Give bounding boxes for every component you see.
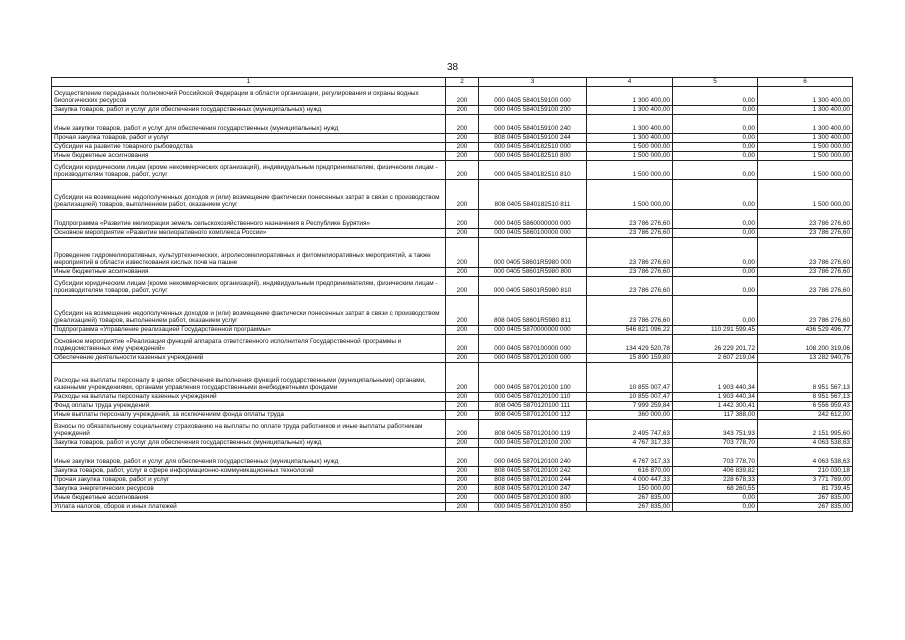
row-rest-cell: 267 835,00 bbox=[758, 494, 853, 503]
table-row bbox=[52, 180, 853, 210]
row-rest-cell: 242 612,00 bbox=[758, 411, 853, 420]
row-name-cell: Фонд оплаты труда учреждений bbox=[52, 402, 446, 411]
row-plan-cell: 267 835,00 bbox=[587, 503, 673, 512]
row-name-cell: Проведение гидромелиоративных, культуртехнических, агролесомелиоративных и фитомелиоративных мероприятий, а также мероприятий в области известкования кислых почв на пашне bbox=[52, 238, 446, 268]
row-exec-cell: 0,00 bbox=[673, 106, 758, 115]
table-row bbox=[52, 268, 853, 277]
column-header: 4 bbox=[587, 78, 673, 87]
table-row bbox=[52, 439, 853, 448]
row-code-cell: 000 0405 5840182510 810 bbox=[479, 161, 587, 180]
table-row bbox=[52, 494, 853, 503]
row-vr-cell: 200 bbox=[446, 402, 479, 411]
row-plan-cell: 23 786 276,60 bbox=[587, 238, 673, 268]
row-vr-cell: 200 bbox=[446, 106, 479, 115]
row-rest-cell: 2 151 995,60 bbox=[758, 420, 853, 439]
row-rest-cell: 4 063 538,63 bbox=[758, 439, 853, 448]
row-vr-cell: 200 bbox=[446, 411, 479, 420]
row-plan-cell: 1 300 400,00 bbox=[587, 106, 673, 115]
row-name-cell: Иные бюджетные ассигнования bbox=[52, 152, 446, 161]
row-code-cell: 000 0405 5870120100 850 bbox=[479, 503, 587, 512]
row-vr-cell: 200 bbox=[446, 277, 479, 296]
row-plan-cell: 1 300 400,00 bbox=[587, 115, 673, 134]
column-header: 2 bbox=[446, 78, 479, 87]
row-name-cell: Субсидии юридическим лицам (кроме некоммерческих организаций), индивидуальным предпринимателям, физическим лицам - производителям товаров, работ, услуг bbox=[52, 161, 446, 180]
row-plan-cell: 23 786 276,60 bbox=[587, 229, 673, 238]
row-code-cell: 000 0405 5870120100 000 bbox=[479, 354, 587, 363]
table-row bbox=[52, 363, 853, 393]
row-name-cell: Расходы на выплаты персоналу казенных учреждений bbox=[52, 393, 446, 402]
row-exec-cell: 343 751,93 bbox=[673, 420, 758, 439]
row-name-cell: Обеспечение деятельности казенных учреждений bbox=[52, 354, 446, 363]
row-plan-cell: 15 890 159,80 bbox=[587, 354, 673, 363]
row-exec-cell: 1 903 440,34 bbox=[673, 393, 758, 402]
page-number: 38 bbox=[446, 62, 459, 73]
table-row bbox=[52, 210, 853, 229]
row-exec-cell: 228 678,33 bbox=[673, 476, 758, 485]
row-name-cell: Субсидии на возмещение недополученных доходов и (или) возмещение фактически понесенных затрат в связи с производством (реализацией) товаров, выполнением работ, оказанием услуг bbox=[52, 296, 446, 326]
row-exec-cell: 1 903 440,34 bbox=[673, 363, 758, 393]
row-rest-cell: 1 500 000,00 bbox=[758, 180, 853, 210]
table-row bbox=[52, 467, 853, 476]
row-plan-cell: 1 300 400,00 bbox=[587, 87, 673, 106]
row-exec-cell: 26 229 201,72 bbox=[673, 335, 758, 354]
row-plan-cell: 150 000,00 bbox=[587, 485, 673, 494]
table-row bbox=[52, 326, 853, 335]
row-plan-cell: 1 300 400,00 bbox=[587, 134, 673, 143]
row-code-cell: 000 0405 5840159100 000 bbox=[479, 87, 587, 106]
row-exec-cell: 0,00 bbox=[673, 180, 758, 210]
row-code-cell: 000 0405 58601R5980 000 bbox=[479, 238, 587, 268]
row-rest-cell: 23 786 276,60 bbox=[758, 210, 853, 229]
column-header: 6 bbox=[758, 78, 853, 87]
row-name-cell: Подпрограмма «Управление реализацией Государственной программы» bbox=[52, 326, 446, 335]
row-rest-cell: 23 786 276,60 bbox=[758, 268, 853, 277]
row-vr-cell: 200 bbox=[446, 210, 479, 229]
row-plan-cell: 4 767 317,33 bbox=[587, 448, 673, 467]
row-vr-cell: 200 bbox=[446, 296, 479, 326]
row-name-cell: Закупка товаров, работ и услуг для обеспечения государственных (муниципальных) нужд bbox=[52, 106, 446, 115]
row-name-cell: Иные бюджетные ассигнования bbox=[52, 494, 446, 503]
row-vr-cell: 200 bbox=[446, 326, 479, 335]
table-row bbox=[52, 354, 853, 363]
row-rest-cell: 1 300 400,00 bbox=[758, 115, 853, 134]
row-plan-cell: 1 500 000,00 bbox=[587, 143, 673, 152]
row-code-cell: 000 0405 5840159100 200 bbox=[479, 106, 587, 115]
row-vr-cell: 200 bbox=[446, 354, 479, 363]
budget-table bbox=[51, 77, 853, 512]
row-rest-cell: 23 786 276,60 bbox=[758, 238, 853, 268]
row-name-cell: Субсидии на развитие товарного рыбоводства bbox=[52, 143, 446, 152]
row-name-cell: Основное мероприятие «Реализация функций аппарата ответственного исполнителя Государственной программы и подведомственных ему учреждений» bbox=[52, 335, 446, 354]
row-code-cell: 000 0405 58601R5980 800 bbox=[479, 268, 587, 277]
row-rest-cell: 1 300 400,00 bbox=[758, 87, 853, 106]
table-row bbox=[52, 238, 853, 268]
row-plan-cell: 23 786 276,60 bbox=[587, 210, 673, 229]
row-plan-cell: 23 786 276,60 bbox=[587, 268, 673, 277]
row-vr-cell: 200 bbox=[446, 143, 479, 152]
row-vr-cell: 200 bbox=[446, 134, 479, 143]
row-name-cell: Иные закупки товаров, работ и услуг для обеспечения государственных (муниципальных) нужд bbox=[52, 448, 446, 467]
row-plan-cell: 10 855 007,47 bbox=[587, 393, 673, 402]
row-vr-cell: 200 bbox=[446, 420, 479, 439]
row-plan-cell: 10 855 007,47 bbox=[587, 363, 673, 393]
table-row bbox=[52, 161, 853, 180]
table-row bbox=[52, 115, 853, 134]
row-exec-cell: 703 778,70 bbox=[673, 448, 758, 467]
row-exec-cell: 0,00 bbox=[673, 503, 758, 512]
row-vr-cell: 200 bbox=[446, 180, 479, 210]
row-plan-cell: 4 767 317,33 bbox=[587, 439, 673, 448]
row-code-cell: 808 0405 5840159100 244 bbox=[479, 134, 587, 143]
row-plan-cell: 134 429 520,78 bbox=[587, 335, 673, 354]
row-exec-cell: 0,00 bbox=[673, 152, 758, 161]
row-vr-cell: 200 bbox=[446, 115, 479, 134]
row-exec-cell: 0,00 bbox=[673, 87, 758, 106]
row-vr-cell: 200 bbox=[446, 393, 479, 402]
row-rest-cell: 108 200 319,06 bbox=[758, 335, 853, 354]
row-rest-cell: 1 300 400,00 bbox=[758, 106, 853, 115]
row-vr-cell: 200 bbox=[446, 467, 479, 476]
row-code-cell: 808 0405 5870120100 247 bbox=[479, 485, 587, 494]
row-rest-cell: 267 835,00 bbox=[758, 503, 853, 512]
table-row bbox=[52, 87, 853, 106]
table-row bbox=[52, 402, 853, 411]
row-code-cell: 000 0405 5860100000 000 bbox=[479, 229, 587, 238]
row-code-cell: 808 0405 5870120100 119 bbox=[479, 420, 587, 439]
table-row bbox=[52, 229, 853, 238]
row-vr-cell: 200 bbox=[446, 335, 479, 354]
row-rest-cell: 210 030,18 bbox=[758, 467, 853, 476]
table-row bbox=[52, 106, 853, 115]
row-exec-cell: 406 839,82 bbox=[673, 467, 758, 476]
table-row bbox=[52, 420, 853, 439]
row-plan-cell: 267 835,00 bbox=[587, 494, 673, 503]
row-exec-cell: 0,00 bbox=[673, 161, 758, 180]
row-code-cell: 808 0405 58601R5980 811 bbox=[479, 296, 587, 326]
table-row bbox=[52, 143, 853, 152]
row-rest-cell: 23 786 276,60 bbox=[758, 277, 853, 296]
row-exec-cell: 0,00 bbox=[673, 134, 758, 143]
row-code-cell: 808 0405 5840182510 811 bbox=[479, 180, 587, 210]
row-code-cell: 808 0405 5870120100 112 bbox=[479, 411, 587, 420]
row-rest-cell: 23 786 276,60 bbox=[758, 296, 853, 326]
row-code-cell: 000 0405 5870120100 240 bbox=[479, 448, 587, 467]
column-header: 3 bbox=[479, 78, 587, 87]
row-name-cell: Иные выплаты персоналу учреждений, за исключением фонда оплаты труда bbox=[52, 411, 446, 420]
row-vr-cell: 200 bbox=[446, 503, 479, 512]
row-rest-cell: 8 951 567,13 bbox=[758, 363, 853, 393]
row-rest-cell: 3 771 769,00 bbox=[758, 476, 853, 485]
row-exec-cell: 0,00 bbox=[673, 268, 758, 277]
table-row bbox=[52, 277, 853, 296]
row-plan-cell: 1 500 000,00 bbox=[587, 152, 673, 161]
column-header: 1 bbox=[52, 78, 446, 87]
row-plan-cell: 1 500 000,00 bbox=[587, 180, 673, 210]
row-plan-cell: 546 821 096,22 bbox=[587, 326, 673, 335]
row-vr-cell: 200 bbox=[446, 87, 479, 106]
row-code-cell: 808 0405 5870120100 111 bbox=[479, 402, 587, 411]
row-vr-cell: 200 bbox=[446, 268, 479, 277]
row-rest-cell: 8 951 567,13 bbox=[758, 393, 853, 402]
row-code-cell: 808 0405 5870120100 244 bbox=[479, 476, 587, 485]
row-exec-cell: 0,00 bbox=[673, 494, 758, 503]
row-plan-cell: 7 999 259,84 bbox=[587, 402, 673, 411]
row-plan-cell: 360 000,00 bbox=[587, 411, 673, 420]
row-vr-cell: 200 bbox=[446, 363, 479, 393]
row-code-cell: 000 0405 5860000000 000 bbox=[479, 210, 587, 229]
row-code-cell: 000 0405 58601R5980 810 bbox=[479, 277, 587, 296]
row-exec-cell: 0,00 bbox=[673, 210, 758, 229]
row-rest-cell: 81 739,45 bbox=[758, 485, 853, 494]
row-name-cell: Взносы по обязательному социальному страхованию на выплаты по оплате труда работников и иные выплаты работникам учреждений bbox=[52, 420, 446, 439]
row-rest-cell: 4 063 538,63 bbox=[758, 448, 853, 467]
row-rest-cell: 23 786 276,60 bbox=[758, 229, 853, 238]
row-name-cell: Закупка товаров, работ и услуг для обеспечения государственных (муниципальных) нужд bbox=[52, 439, 446, 448]
row-vr-cell: 200 bbox=[446, 448, 479, 467]
table-row bbox=[52, 152, 853, 161]
row-rest-cell: 1 500 000,00 bbox=[758, 161, 853, 180]
column-header: 5 bbox=[673, 78, 758, 87]
row-exec-cell: 0,00 bbox=[673, 229, 758, 238]
row-vr-cell: 200 bbox=[446, 161, 479, 180]
row-exec-cell: 117 388,00 bbox=[673, 411, 758, 420]
row-name-cell: Субсидии на возмещение недополученных доходов и (или) возмещение фактически понесенных затрат в связи с производством (реализацией) товаров, выполнением работ, оказанием услуг bbox=[52, 180, 446, 210]
row-code-cell: 000 0405 5870100000 000 bbox=[479, 335, 587, 354]
row-vr-cell: 200 bbox=[446, 476, 479, 485]
row-plan-cell: 1 500 000,00 bbox=[587, 161, 673, 180]
table-row bbox=[52, 411, 853, 420]
row-name-cell: Закупка энергетических ресурсов bbox=[52, 485, 446, 494]
row-name-cell: Расходы на выплаты персоналу в целях обеспечения выполнения функций государственными (муниципальными) органами, казенными учреждениями, органами управления государственными внебюджетными фондами bbox=[52, 363, 446, 393]
row-exec-cell: 110 291 599,45 bbox=[673, 326, 758, 335]
row-name-cell: Прочая закупка товаров, работ и услуг bbox=[52, 476, 446, 485]
row-name-cell: Подпрограмма «Развитие мелиорации земель сельскохозяйственного назначения в Республике Бурятия» bbox=[52, 210, 446, 229]
row-rest-cell: 1 300 400,00 bbox=[758, 134, 853, 143]
table-row bbox=[52, 335, 853, 354]
row-rest-cell: 1 500 000,00 bbox=[758, 143, 853, 152]
row-rest-cell: 6 556 959,43 bbox=[758, 402, 853, 411]
table-row bbox=[52, 503, 853, 512]
row-rest-cell: 436 529 496,77 bbox=[758, 326, 853, 335]
row-name-cell: Прочая закупка товаров, работ и услуг bbox=[52, 134, 446, 143]
row-exec-cell: 0,00 bbox=[673, 277, 758, 296]
row-code-cell: 000 0405 5870120100 200 bbox=[479, 439, 587, 448]
row-vr-cell: 200 bbox=[446, 439, 479, 448]
row-code-cell: 000 0405 5870120100 110 bbox=[479, 393, 587, 402]
row-exec-cell: 0,00 bbox=[673, 238, 758, 268]
row-exec-cell: 703 778,70 bbox=[673, 439, 758, 448]
row-code-cell: 808 0405 5870120100 242 bbox=[479, 467, 587, 476]
table-row bbox=[52, 476, 853, 485]
table-row bbox=[52, 393, 853, 402]
table-row bbox=[52, 448, 853, 467]
table-row bbox=[52, 485, 853, 494]
row-exec-cell: 2 607 219,04 bbox=[673, 354, 758, 363]
row-exec-cell: 68 260,55 bbox=[673, 485, 758, 494]
row-name-cell: Иные закупки товаров, работ и услуг для обеспечения государственных (муниципальных) нужд bbox=[52, 115, 446, 134]
row-name-cell: Уплата налогов, сборов и иных платежей bbox=[52, 503, 446, 512]
row-vr-cell: 200 bbox=[446, 494, 479, 503]
row-name-cell: Основное мероприятие «Развитие мелиоративного комплекса России» bbox=[52, 229, 446, 238]
row-name-cell: Закупка товаров, работ, услуг в сфере информационно-коммуникационных технологий bbox=[52, 467, 446, 476]
row-plan-cell: 2 495 747,63 bbox=[587, 420, 673, 439]
row-vr-cell: 200 bbox=[446, 229, 479, 238]
row-code-cell: 000 0405 5870000000 000 bbox=[479, 326, 587, 335]
table-row bbox=[52, 296, 853, 326]
row-exec-cell: 0,00 bbox=[673, 115, 758, 134]
row-name-cell: Иные бюджетные ассигнования bbox=[52, 268, 446, 277]
row-exec-cell: 0,00 bbox=[673, 143, 758, 152]
row-plan-cell: 4 000 447,33 bbox=[587, 476, 673, 485]
table-header-row bbox=[52, 78, 853, 87]
row-plan-cell: 616 870,00 bbox=[587, 467, 673, 476]
row-vr-cell: 200 bbox=[446, 238, 479, 268]
row-plan-cell: 23 786 276,60 bbox=[587, 296, 673, 326]
row-code-cell: 000 0405 5840182510 000 bbox=[479, 143, 587, 152]
row-code-cell: 000 0405 5870120100 100 bbox=[479, 363, 587, 393]
table-row bbox=[52, 134, 853, 143]
row-vr-cell: 200 bbox=[446, 485, 479, 494]
row-name-cell: Субсидии юридическим лицам (кроме некоммерческих организаций), индивидуальным предпринимателям, физическим лицам - производителям товаров, работ, услуг bbox=[52, 277, 446, 296]
row-name-cell: Осуществление переданных полномочий Российской Федерации в области организации, регулирования и охраны водных биологических ресурсов bbox=[52, 87, 446, 106]
row-vr-cell: 200 bbox=[446, 152, 479, 161]
row-rest-cell: 13 282 940,76 bbox=[758, 354, 853, 363]
row-exec-cell: 1 442 300,41 bbox=[673, 402, 758, 411]
row-code-cell: 000 0405 5870120100 800 bbox=[479, 494, 587, 503]
row-code-cell: 000 0405 5840159100 240 bbox=[479, 115, 587, 134]
row-rest-cell: 1 500 000,00 bbox=[758, 152, 853, 161]
row-code-cell: 000 0405 5840182510 800 bbox=[479, 152, 587, 161]
row-exec-cell: 0,00 bbox=[673, 296, 758, 326]
row-plan-cell: 23 786 276,60 bbox=[587, 277, 673, 296]
